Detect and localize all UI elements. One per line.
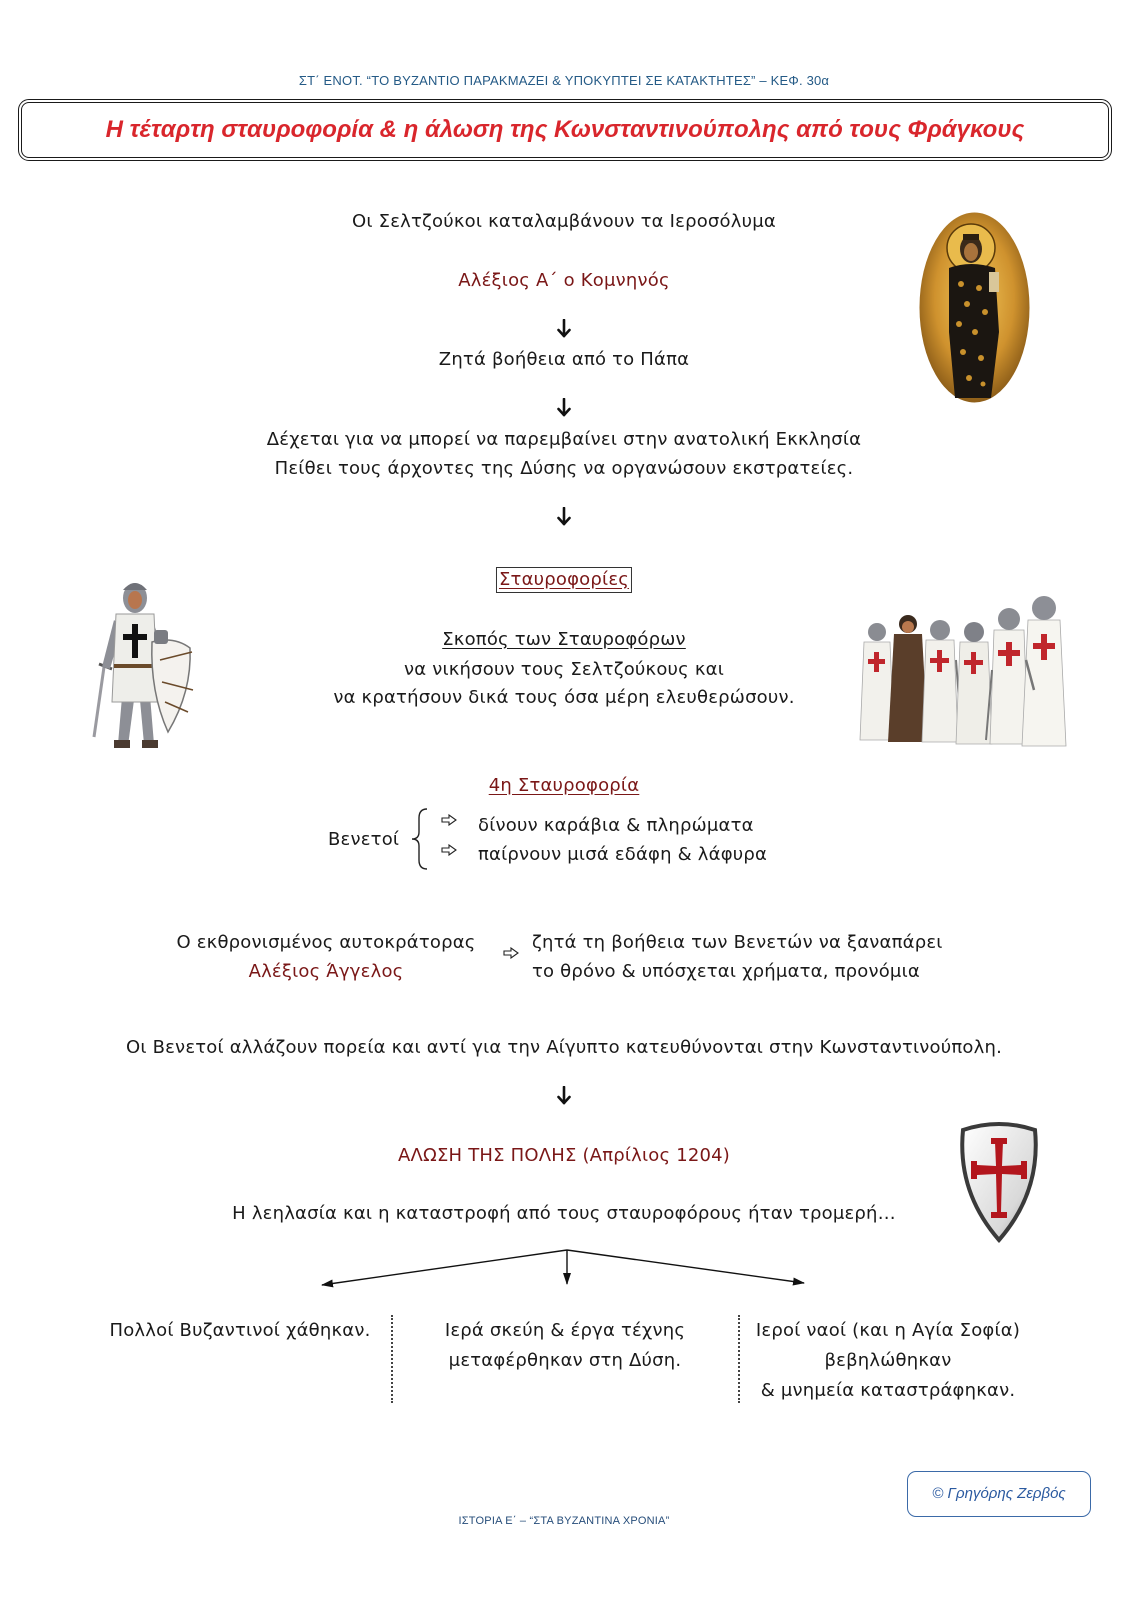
crusades-label: Σταυροφορίες — [496, 567, 632, 593]
crusaders-aim-heading: Σκοπός των Σταυροφόρων — [442, 629, 686, 650]
crusaders-aim-line: να κρατήσουν δικά τους όσα μέρη ελευθερώσουν. — [333, 687, 795, 708]
down-arrow-icon — [556, 1086, 572, 1106]
pope-accepts: Δέχεται για να μπορεί να παρεμβαίνει στην ανατολική Εκκλησία — [266, 429, 862, 450]
crusaders-aim-line: να νικήσουν τους Σελτζούκους και — [403, 659, 725, 680]
venetian-term: παίρνουν μισά εδάφη & λάφυρα — [478, 844, 768, 865]
consequence-churches: βεβηλώθηκαν — [824, 1350, 952, 1371]
down-arrow-icon — [556, 398, 572, 418]
title-box — [18, 99, 1112, 161]
seljuks-capture-jerusalem: Οι Σελτζούκοι καταλαμβάνουν τα Ιεροσόλυμα — [352, 211, 776, 232]
consequence-people-lost: Πολλοί Βυζαντινοί χάθηκαν. — [109, 1320, 371, 1341]
crusader-knight-image — [90, 572, 195, 755]
consequence-churches: & μνημεία καταστράφηκαν. — [760, 1380, 1016, 1401]
page-title: Η τέταρτη σταυροφορία & η άλωση της Κωνσταντινούπολης από τους Φράγκους — [105, 116, 1025, 143]
asks-pope-for-help: Ζητά βοήθεια από το Πάπα — [438, 349, 690, 370]
down-arrow-icon — [556, 507, 572, 527]
crusaders-group-image — [858, 590, 1067, 750]
pope-persuades: Πείθει τους άρχοντες της Δύσης να οργανώσουν εκστρατείες. — [274, 458, 854, 479]
unit-header: ΣΤ΄ ΕΝΟΤ. “ΤΟ ΒΥΖΑΝΤΙΟ ΠΑΡΑΚΜΑΖΕΙ & ΥΠΟΚΥΠΤΕΙ ΣΕ ΚΑΤΑΚΤΗΤΕΣ” – ΚΕΦ. 30α — [298, 73, 830, 88]
emperor-alexios-komnenos: Αλέξιος Α΄ ο Κομνηνός — [458, 270, 670, 291]
right-outline-arrow-icon — [441, 844, 457, 856]
fall-summary: Η λεηλασία και η καταστροφή από τους σταυροφόρους ήταν τρομερή… — [232, 1203, 896, 1224]
venetian-term: δίνουν καράβια & πληρώματα — [478, 815, 754, 836]
branch-arrows-icon — [0, 1240, 1130, 1300]
copyright-box — [907, 1471, 1091, 1517]
venetians-label: Βενετοί — [328, 829, 400, 850]
right-outline-arrow-icon — [503, 947, 519, 959]
deposed-emperor-request: ζητά τη βοήθεια των Βενετών να ξαναπάρει — [532, 932, 943, 953]
emperor-alexios-icon-image — [919, 212, 1030, 403]
column-divider — [738, 1315, 740, 1403]
consequence-treasures: μεταφέρθηκαν στη Δύση. — [448, 1350, 682, 1371]
fall-heading: ΑΛΩΣΗ ΤΗΣ ΠΟΛΗΣ (Απρίλιος 1204) — [397, 1145, 731, 1166]
deposed-emperor-request: το θρόνο & υπόσχεται χρήματα, προνόμια — [532, 961, 920, 982]
right-outline-arrow-icon — [441, 814, 457, 826]
venetians-diversion: Οι Βενετοί αλλάζουν πορεία και αντί για την Αίγυπτο κατευθύνονται στην Κωνσταντινούπολη. — [126, 1037, 1002, 1058]
fourth-crusade-heading: 4η Σταυροφορία — [488, 775, 640, 796]
curly-brace-icon — [410, 808, 430, 870]
deposed-emperor-description: Ο εκθρονισμένος αυτοκράτορας — [176, 932, 476, 953]
consequence-treasures: Ιερά σκεύη & έργα τέχνης — [444, 1320, 686, 1341]
copyright-text: © Γρηγόρης Ζερβός — [932, 1485, 1066, 1502]
consequence-churches: Ιεροί ναοί (και η Αγία Σοφία) — [755, 1320, 1021, 1341]
column-divider — [391, 1315, 393, 1403]
down-arrow-icon — [556, 319, 572, 339]
page-footer: ΙΣΤΟΡΙΑ Ε΄ – “ΣΤΑ ΒΥΖΑΝΤΙΝΑ ΧΡΟΝΙΑ” — [458, 1515, 670, 1527]
deposed-emperor-name: Αλέξιος Άγγελος — [248, 961, 404, 982]
templar-shield-image — [955, 1120, 1043, 1244]
